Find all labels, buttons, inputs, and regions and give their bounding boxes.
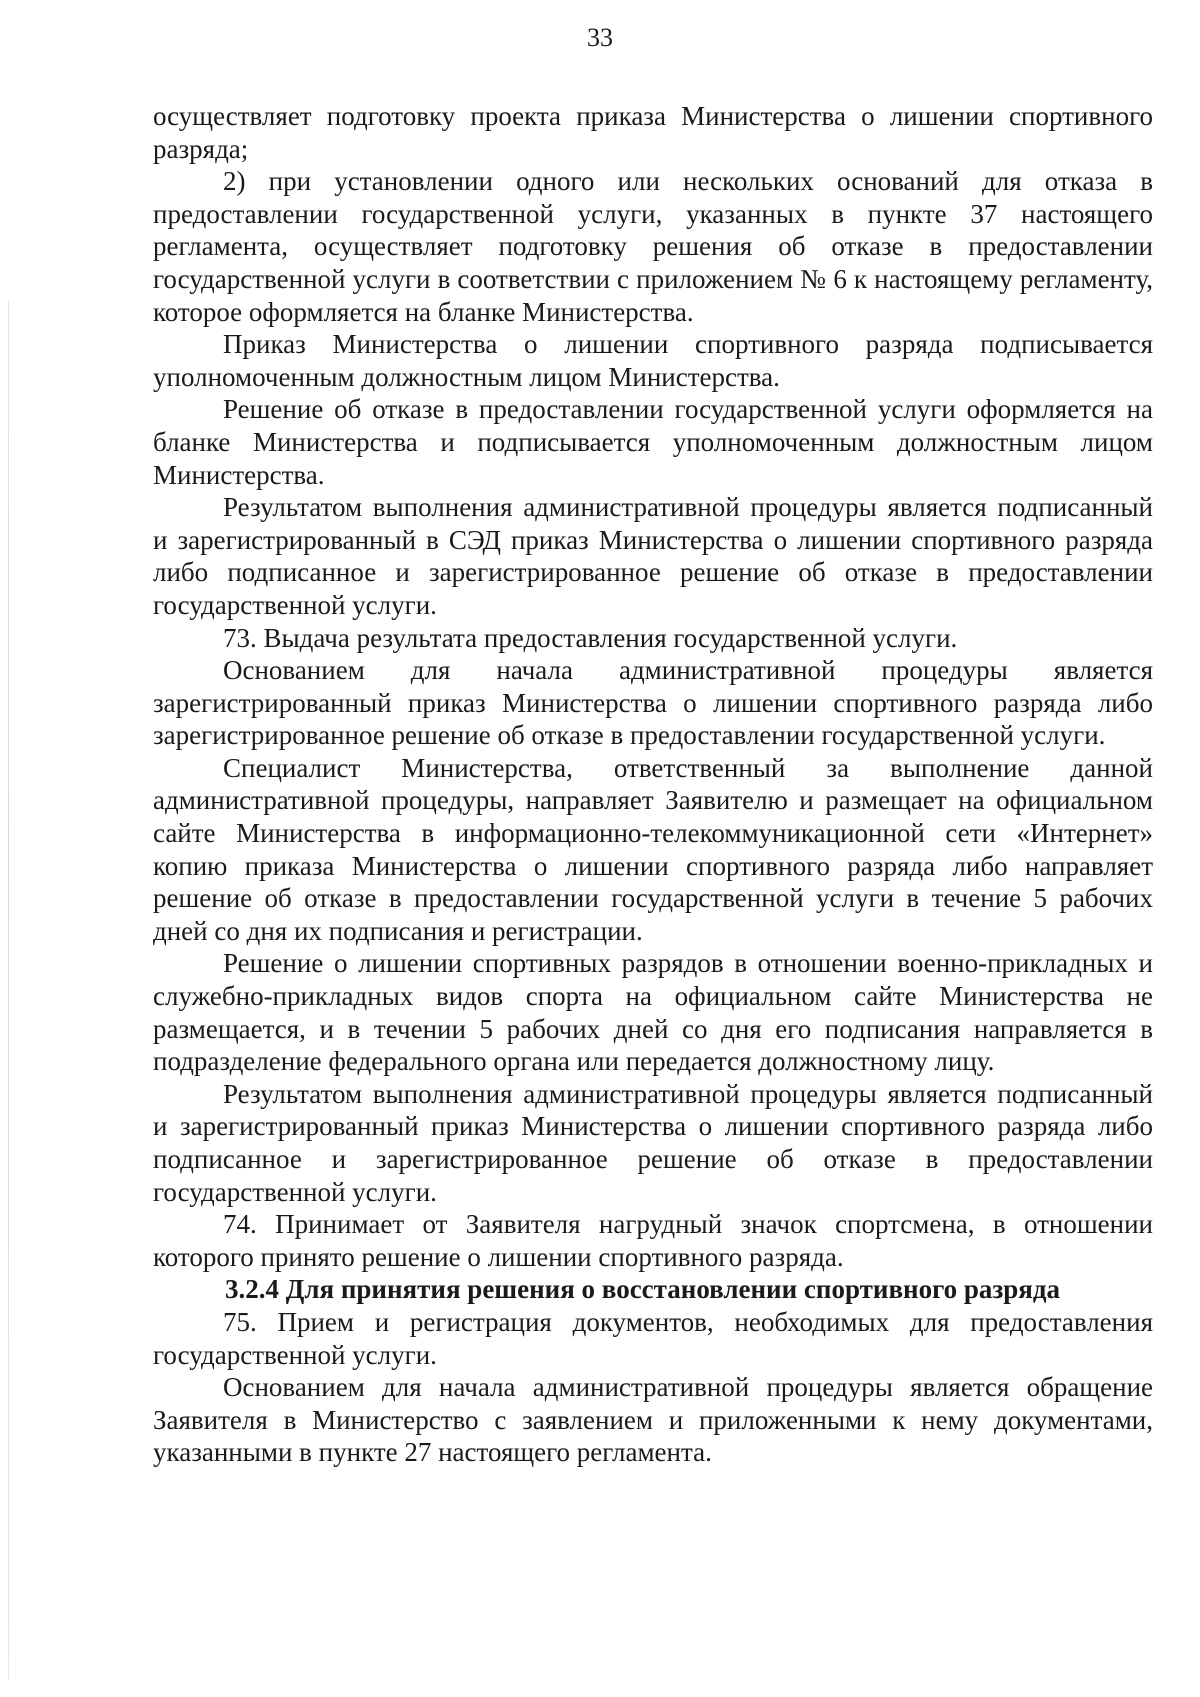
paragraph-order-signing: Приказ Министерства о лишении спортивного разряда подписывается уполномоченным должностным лицом Министерства.	[153, 329, 1153, 392]
paragraph-specialist-actions: Специалист Министерства, ответственный за выполнение данной административной процедуры, направляет Заявителю и размещает на официальном сайте Министерства в информационно-телекоммуникационной сети «Интернет» копию приказа Министерства о лишении спортивного разряда либо направляет решение об отказе в предоставлении государственной услуги в течение 5 рабочих дней со дня их подписания и регистрации.	[153, 752, 1153, 946]
page-number: 33	[587, 23, 613, 52]
paragraph-restoration-basis: Основанием для начала административной процедуры является обращение Заявителя в Министерство с заявлением и приложенными к нему документами, указанными в пункте 27 настоящего регламента.	[153, 1372, 1153, 1468]
document-body	[153, 100, 1153, 1469]
paragraph-procedure-result: Результатом выполнения административной процедуры является подписанный и зарегистрированный в СЭД приказ Министерства о лишении спортивного разряда либо подписанное и зарегистрированное решение об отказе в предоставлении государственной услуги.	[153, 492, 1153, 620]
paragraph-item-75: 75. Прием и регистрация документов, необходимых для предоставления государственной услуги.	[153, 1306, 1153, 1370]
paragraph-military-sports: Решение о лишении спортивных разрядов в отношении военно-прикладных и служебно-прикладных видов спорта на официальном сайте Министерства не размещается, и в течении 5 рабочих дней со дня его подписания направляется в подразделение федерального органа или передается должностному лицу.	[153, 948, 1153, 1077]
paragraph-procedure-basis: Основанием для начала административной процедуры является зарегистрированный приказ Министерства о лишении спортивного разряда либо зарегистрированное решение об отказе в предоставлении государственной услуги.	[153, 655, 1153, 751]
scan-edge-line	[8, 300, 9, 1680]
paragraph-procedure-result-2: Результатом выполнения административной процедуры является подписанный и зарегистрированный приказ Министерства о лишении спортивного разряда либо подписанное и зарегистрированное решение об отказе в предоставлении государственной услуги.	[153, 1078, 1153, 1207]
paragraph-refusal-signing: Решение об отказе в предоставлении государственной услуги оформляется на бланке Министерства и подписывается уполномоченным должностным лицом Министерства.	[153, 394, 1153, 490]
paragraph-continuation: осуществляет подготовку проекта приказа Министерства о лишении спортивного разряда;	[153, 101, 1153, 164]
paragraph-item-2: 2) при установлении одного или нескольких оснований для отказа в предоставлении государственной услуги, указанных в пункте 37 настоящего регламента, осуществляет подготовку решения об отказе в предоставлении государственной услуги в соответствии с приложением № 6 к настоящему регламенту, которое оформляется на бланке Министерства.	[153, 166, 1153, 327]
section-heading: 3.2.4 Для принятия решения о восстановлении спортивного разряда	[225, 1274, 1061, 1305]
paragraph-item-74: 74. Принимает от Заявителя нагрудный значок спортсмена, в отношении которого принято решение о лишении спортивного разряда.	[153, 1209, 1153, 1272]
paragraph-item-73: 73. Выдача результата предоставления государственной услуги.	[223, 622, 958, 653]
